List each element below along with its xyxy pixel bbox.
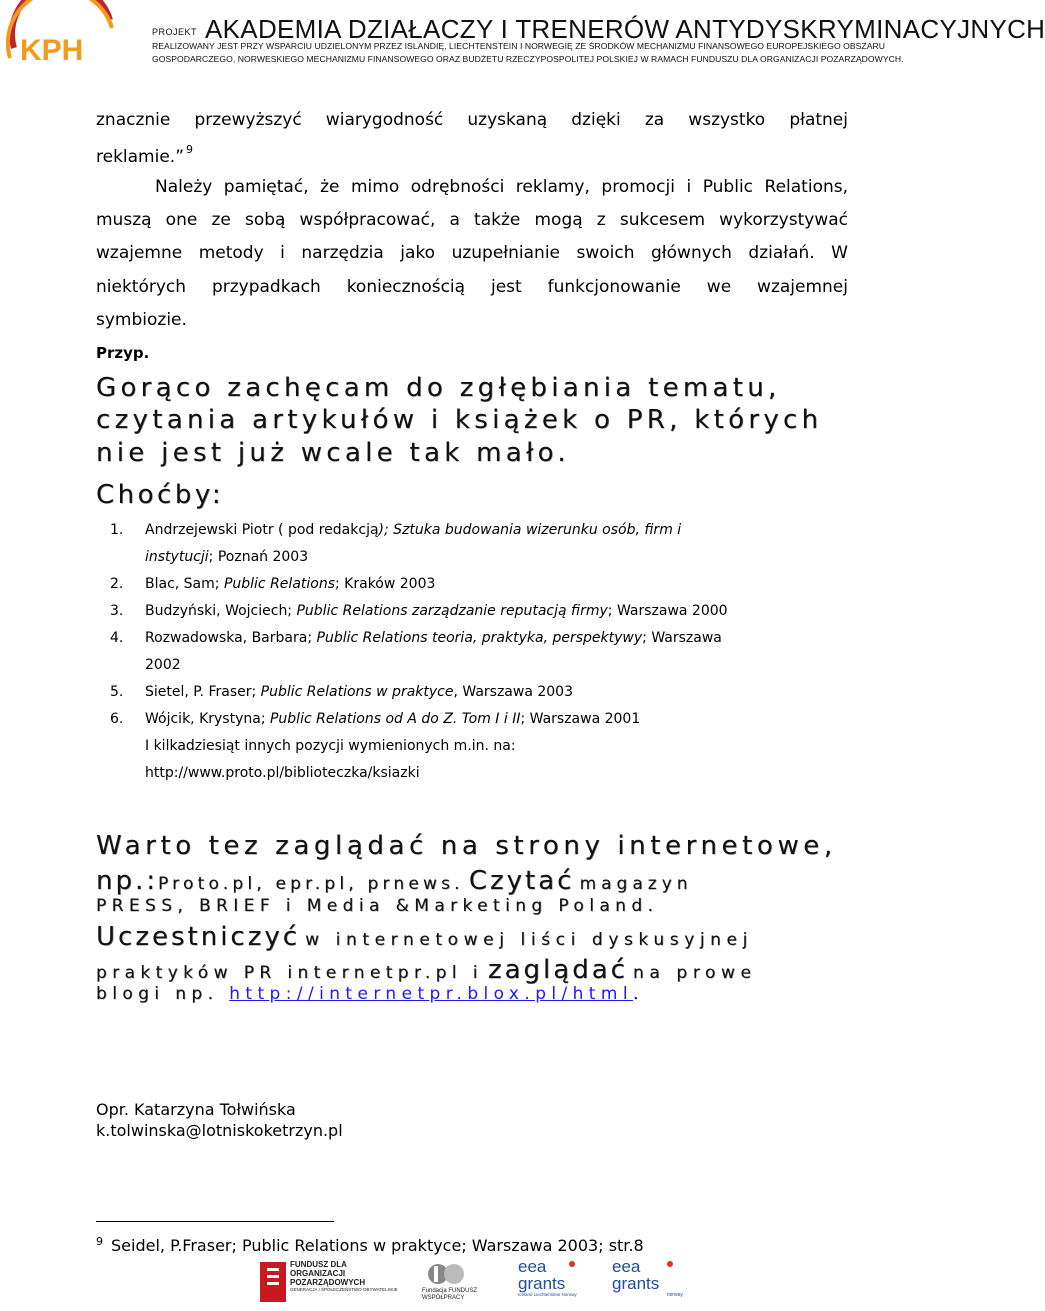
chocby-heading: Choćby: (96, 480, 225, 510)
fundusz-logo-sub: GENERACJA I SPOŁECZEŃSTWO OBYWATELSKIE (290, 1287, 398, 1292)
support-line-1: REALIZOWANY JEST PRZY WSPARCIU UDZIELONYM PRZEZ ISLANDIĘ, LIECHTENSTEIN I NORWEGIĘ ZE ŚRODKÓW MECHANIZMU FINANSOWEGO EUROPEJSKIEGO OBSZARU (152, 41, 886, 51)
internetpr-link[interactable]: http://internetpr.blox.pl/html (229, 984, 633, 1004)
footnote-number: 9 (96, 1235, 103, 1248)
encourage-line-1: Gorąco zachęcam do zgłębiania tematu, (96, 373, 781, 403)
norway-logo-text: eea grants (612, 1257, 660, 1293)
support-line-2: GOSPODARCZEGO, NORWESKIEGO MECHANIZMU FINANSOWEGO ORAZ BUDŻETU RZECZYPOSPOLITEJ POLSKIEJ W RAMACH FUNDUSZU DLA ORGANIZACJI POZARZĄDOWYCH. (152, 54, 904, 64)
footnote-separator (96, 1221, 334, 1222)
bib-item-5-author: Sietel, P. Fraser; (145, 684, 261, 700)
norway-logo-sub: norway (666, 1292, 683, 1298)
bib-item-3 (145, 603, 728, 619)
bib-number: 4. (110, 630, 124, 646)
paragraph-2-line-1: Należy pamiętać, że mimo odrębności reklamy, promocji i Public Relations, (155, 177, 848, 197)
bib-item-3-place: ; Warszawa 2000 (607, 603, 728, 619)
bib-item-6-place: ; Warszawa 2001 (520, 711, 641, 727)
paragraph-2-line-4: niektórych przypadkach koniecznością jest funkcjonowanie we wzajemnej (96, 277, 848, 297)
bib-number: 1. (110, 522, 124, 538)
footnote-text: Seidel, P.Fraser; Public Relations w praktyce; Warszawa 2003; str.8 (111, 1236, 644, 1255)
encourage-line-3: nie jest już wcale tak mało. (96, 438, 570, 468)
web-line-6 (96, 984, 644, 1004)
bib-item-4 (145, 630, 722, 646)
bib-item-6-title: Public Relations od A do Z. Tom I i II (269, 711, 521, 727)
bib-number: 5. (110, 684, 124, 700)
paragraph-2-line-3: wzajemne metody i narzędzia jako uzupełnianie swoich głównych działań. W (96, 243, 848, 263)
web-czytac: Czytać (468, 866, 575, 896)
fundusz-logo-text: FUNDUSZ DLA ORGANIZACJI POZARZĄDOWYCH (290, 1260, 366, 1287)
web-lista: w internetowej liści dyskusyjnej (305, 930, 753, 950)
norway-grants-logo (612, 1258, 687, 1308)
encourage-line-2: czytania artykułów i książek o PR, których (96, 405, 823, 435)
paragraph-2-line-2: muszą one ze sobą współpracować, a także mogą z sukcesem wykorzystywać (96, 210, 848, 230)
web-sites: Proto.pl, epr.pl, prnews. (158, 874, 464, 894)
web-line-2 (96, 866, 693, 896)
eea-logo-text: eea grants (518, 1257, 566, 1293)
web-line-3: PRESS, BRIEF i Media &Marketing Poland. (96, 896, 659, 916)
web-np: np.: (96, 866, 159, 896)
author-name: Opr. Katarzyna Tołwińska (96, 1100, 296, 1119)
web-zagladac: zaglądać (487, 955, 628, 985)
bib-item-2-place: ; Kraków 2003 (335, 576, 436, 592)
bib-item-1-place: ; Poznań 2003 (208, 549, 309, 565)
bib-item-1-author: Andrzejewski Piotr ( pod redakcją (145, 522, 379, 538)
paragraph-2-line-5: symbiozie. (96, 310, 187, 330)
bib-item-5 (145, 684, 573, 700)
fundacja-logo-text: Fundacja FUNDUSZ WSPÓŁPRACY (422, 1288, 478, 1301)
web-uczestniczyc: Uczestniczyć (96, 922, 301, 952)
przyp-label: Przyp. (96, 344, 150, 362)
bib-item-5-title: Public Relations w praktyce (260, 684, 454, 700)
author-email[interactable]: k.tolwinska@lotniskoketrzyn.pl (96, 1121, 343, 1140)
bib-item-1-title: ); Sztuka budowania wizerunku osób, firm i (378, 522, 682, 538)
more-sources-text: I kilkadziesiąt innych pozycji wymienionych m.in. na: (145, 738, 516, 754)
bib-item-4-place: ; Warszawa (642, 630, 722, 646)
bib-item-1-cont (145, 549, 308, 565)
web-line-4 (96, 922, 753, 952)
page-header (0, 0, 1045, 80)
bib-item-6-author: Wójcik, Krystyna; (145, 711, 270, 727)
bib-item-3-title: Public Relations zarządzanie reputacją firmy (296, 603, 608, 619)
bib-item-4-title: Public Relations teoria, praktyka, perspektywy (316, 630, 643, 646)
bib-item-4-author: Rozwadowska, Barbara; (145, 630, 317, 646)
web-line-1: Warto tez zaglądać na strony internetowe, (96, 831, 837, 861)
fundusz-wspolpracy-logo (420, 1258, 500, 1308)
bib-item-6 (145, 711, 640, 727)
eea-grants-logo (518, 1258, 588, 1308)
fundusz-ngo-logo (258, 1258, 398, 1308)
web-blogi: blogi np. (96, 984, 219, 1004)
bib-item-2 (145, 576, 435, 592)
web-na-prowe: na prowe (633, 963, 757, 983)
kph-logo-text: KPH (20, 34, 84, 67)
bib-item-5-place: , Warszawa 2003 (453, 684, 573, 700)
project-label: PROJEKT (152, 27, 198, 37)
web-line-5 (96, 955, 757, 985)
bib-number: 6. (110, 711, 124, 727)
bib-item-2-author: Blac, Sam; (145, 576, 224, 592)
web-end: . (632, 984, 644, 1004)
bib-item-2-title: Public Relations (223, 576, 336, 592)
eea-logo-sub: Iceland Liechtenstein Norway (518, 1292, 577, 1297)
paragraph-1-text: reklamie.” (96, 147, 185, 167)
bib-item-4-year: 2002 (145, 657, 181, 673)
kph-logo (0, 0, 140, 80)
paragraph-1-line-2 (96, 143, 848, 167)
web-magazyn: magazyn (579, 874, 693, 894)
bib-item-3-author: Budzyński, Wojciech; (145, 603, 297, 619)
paragraph-1-line-1: znacznie przewyższyć wiarygodność uzyskaną dzięki za wszystko płatnej (96, 110, 848, 130)
bib-number: 2. (110, 576, 124, 592)
footnote (96, 1235, 644, 1255)
project-title: AKADEMIA DZIAŁACZY I TRENERÓW ANTYDYSKRYMINACYJNYCH (205, 14, 1045, 44)
bib-item-1-title-cont: instytucji (145, 549, 209, 565)
bib-item-1 (145, 522, 681, 538)
web-praktykow: praktyków PR internetpr.pl i (96, 963, 483, 983)
footnote-reference[interactable]: 9 (186, 143, 194, 156)
more-sources-url[interactable]: http://www.proto.pl/biblioteczka/ksiazki (145, 765, 420, 781)
bib-number: 3. (110, 603, 124, 619)
